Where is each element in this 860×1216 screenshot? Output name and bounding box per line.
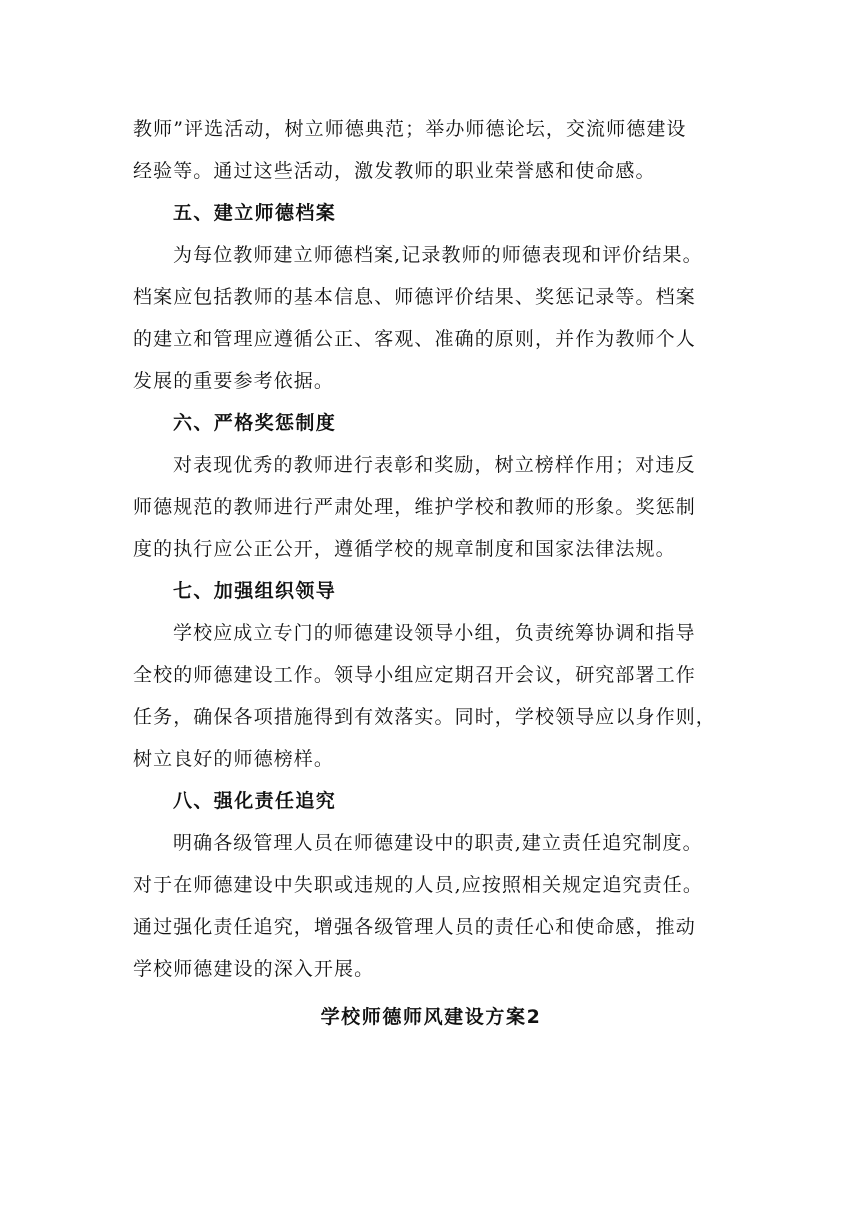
document-body — [133, 108, 729, 1038]
section-heading-archive: 五、建立师德档案 — [173, 202, 337, 224]
paragraph-line: 教师”评选活动，树立师德典范；举办师德论坛，交流师德建设 — [133, 118, 687, 140]
paragraph-line: 为每位教师建立师德档案,记录教师的师德表现和评价结果。 — [173, 244, 703, 266]
paragraph-line: 通过强化责任追究，增强各级管理人员的责任心和使命感，推动 — [133, 916, 696, 938]
section-paragraph-rewards — [133, 444, 729, 570]
paragraph-line: 经验等。通过这些活动，激发教师的职业荣誉感和使命感。 — [133, 160, 656, 182]
paragraph-line: 学校师德建设的深入开展。 — [133, 958, 375, 980]
paragraph-line: 全校的师德建设工作。领导小组应定期召开会议，研究部署工作 — [133, 664, 696, 686]
paragraph-line: 树立良好的师德榜样。 — [133, 748, 335, 770]
paragraph-line: 任务，确保各项措施得到有效落实。同时，学校领导应以身作则， — [133, 706, 716, 728]
section-heading-rewards: 六、严格奖惩制度 — [173, 412, 337, 434]
section-paragraph-archive — [133, 234, 729, 402]
paragraph-line: 明确各级管理人员在师德建设中的职责,建立责任追究制度。 — [173, 832, 703, 854]
paragraph-line: 学校应成立专门的师德建设领导小组，负责统筹协调和指导 — [173, 622, 696, 644]
paragraph-line: 档案应包括教师的基本信息、师德评价结果、奖惩记录等。档案 — [133, 286, 696, 308]
paragraph-line: 度的执行应公正公开，遵循学校的规章制度和国家法律法规。 — [133, 538, 676, 560]
paragraph-line: 师德规范的教师进行严肃处理，维护学校和教师的形象。奖惩制 — [133, 496, 696, 518]
next-document-title: 学校师德师风建设方案2 — [320, 1006, 542, 1028]
paragraph-line: 对表现优秀的教师进行表彰和奖励，树立榜样作用；对违反 — [173, 454, 696, 476]
section-paragraph-leadership — [133, 612, 729, 780]
intro-paragraph — [133, 108, 729, 192]
section-heading-leadership: 七、加强组织领导 — [173, 580, 337, 602]
section-heading-accountability: 八、强化责任追究 — [173, 790, 337, 812]
section-paragraph-accountability — [133, 822, 729, 990]
paragraph-line: 的建立和管理应遵循公正、客观、准确的原则，并作为教师个人 — [133, 328, 696, 350]
paragraph-line: 发展的重要参考依据。 — [133, 370, 335, 392]
paragraph-line: 对于在师德建设中失职或违规的人员,应按照相关规定追究责任。 — [133, 874, 703, 896]
